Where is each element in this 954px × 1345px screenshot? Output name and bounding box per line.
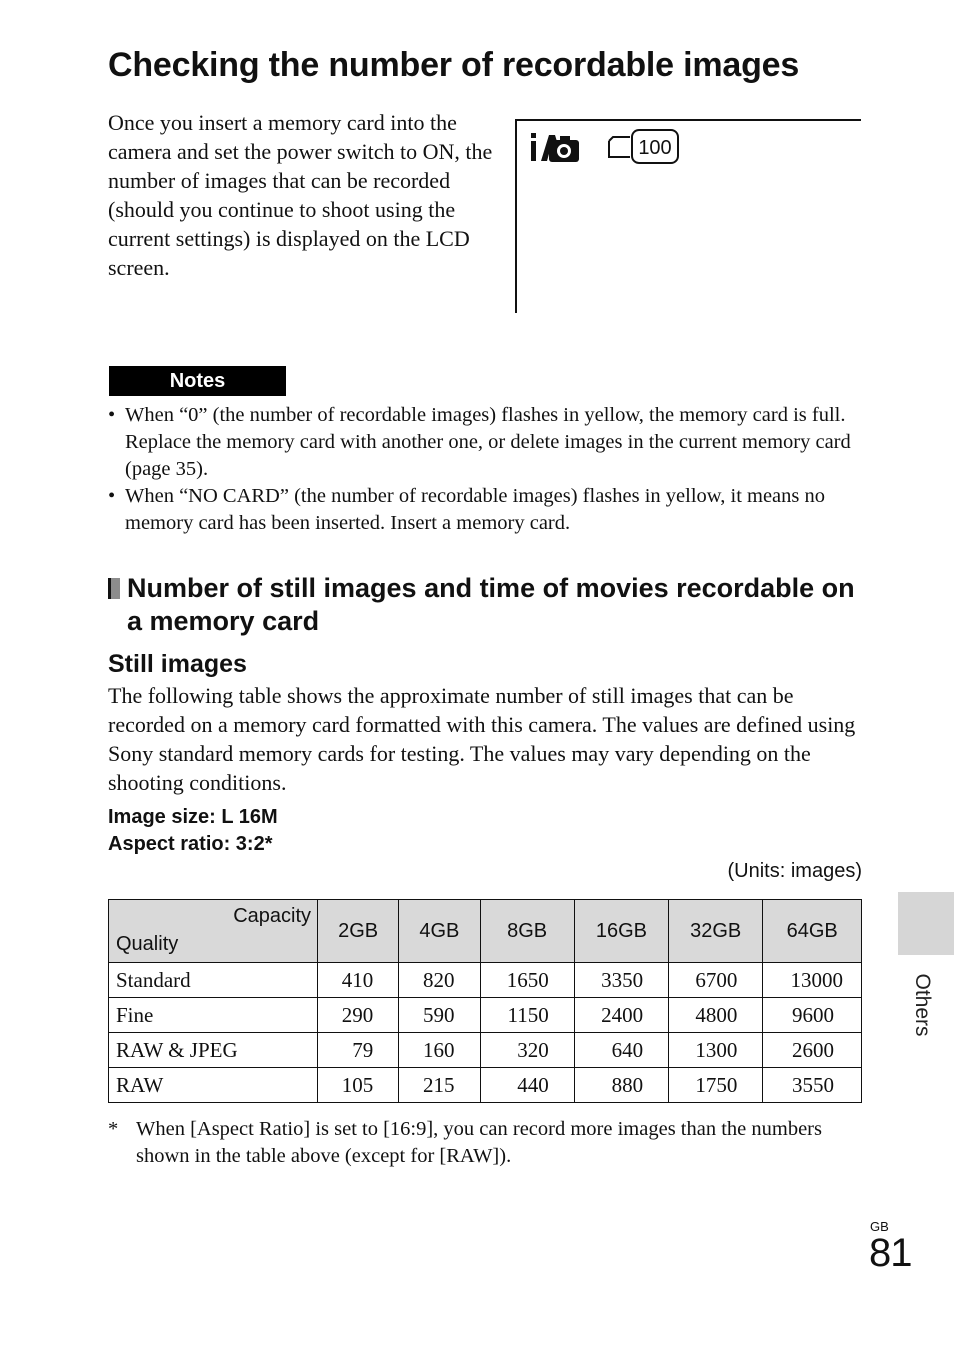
value-cell: 4800 xyxy=(669,998,763,1033)
value-cell: 1650 xyxy=(480,963,574,998)
table-header-row xyxy=(109,900,862,963)
image-size-label: Image size: L 16M xyxy=(108,806,278,828)
capacity-header: Capacity xyxy=(233,905,311,927)
table-row xyxy=(109,1068,862,1103)
value-cell: 320 xyxy=(480,1033,574,1068)
quality-cell: RAW xyxy=(109,1068,318,1103)
notes-list xyxy=(108,402,868,537)
value-cell: 13000 xyxy=(763,963,862,998)
note-item: • When “0” (the number of recordable images) flashes in yellow, the memory card is full. Replace the memory card with another one, or delete images in the current memory card (page 35). xyxy=(108,402,868,483)
value-cell: 6700 xyxy=(669,963,763,998)
footnote-text: When [Aspect Ratio] is set to [16:9], you can record more images than the numbers shown in the table above (except for [RAW]). xyxy=(136,1118,822,1167)
column-header: 4GB xyxy=(399,900,480,963)
value-cell: 410 xyxy=(318,963,399,998)
region-code: GB xyxy=(870,1219,889,1234)
value-cell: 1750 xyxy=(669,1068,763,1103)
value-cell: 880 xyxy=(574,1068,668,1103)
value-cell: 590 xyxy=(399,998,480,1033)
value-cell: 79 xyxy=(318,1033,399,1068)
value-cell: 290 xyxy=(318,998,399,1033)
quality-cell: RAW & JPEG xyxy=(109,1033,318,1068)
footnote xyxy=(108,1116,868,1170)
recordable-count: 100 xyxy=(638,137,672,159)
value-cell: 1150 xyxy=(480,998,574,1033)
page-title: Checking the number of recordable images xyxy=(108,46,800,84)
quality-cell: Fine xyxy=(109,998,318,1033)
units-label: (Units: images) xyxy=(727,860,862,882)
table-row xyxy=(109,998,862,1033)
value-cell: 2400 xyxy=(574,998,668,1033)
note-item: • When “NO CARD” (the number of recordable images) flashes in yellow, it means no memory card has been inserted. Insert a memory card. xyxy=(108,483,868,537)
lcd-screen-illustration xyxy=(515,119,861,313)
value-cell: 1300 xyxy=(669,1033,763,1068)
section-heading: Number of still images and time of movies recordable on a memory card xyxy=(127,573,855,636)
recordable-images-table xyxy=(108,899,862,1103)
value-cell: 640 xyxy=(574,1033,668,1068)
column-header: 32GB xyxy=(669,900,763,963)
column-header: 8GB xyxy=(480,900,574,963)
intelligent-auto-camera-icon xyxy=(529,131,581,170)
value-cell: 105 xyxy=(318,1068,399,1103)
subsection-heading: Still images xyxy=(108,650,247,678)
table-row xyxy=(109,963,862,998)
recordable-count-indicator xyxy=(603,127,683,172)
column-header: 16GB xyxy=(574,900,668,963)
description-paragraph: The following table shows the approximate number of still images that can be recorded on a memory card formatted with this camera. The values are defined using Sony standard memory cards for testing. The values may vary depending on the shooting conditions. xyxy=(108,683,856,795)
value-cell: 9600 xyxy=(763,998,862,1033)
quality-cell: Standard xyxy=(109,963,318,998)
notes-label: Notes xyxy=(109,366,286,396)
value-cell: 3350 xyxy=(574,963,668,998)
value-cell: 3550 xyxy=(763,1068,862,1103)
value-cell: 440 xyxy=(480,1068,574,1103)
value-cell: 160 xyxy=(399,1033,480,1068)
quality-header: Quality xyxy=(116,933,179,955)
intro-paragraph: Once you insert a memory card into the camera and set the power switch to ON, the number of images that can be recorded (should you continue to shoot using the current settings) is displayed on the LCD screen. xyxy=(108,110,493,280)
value-cell: 2600 xyxy=(763,1033,862,1068)
aspect-ratio-label: Aspect ratio: 3:2* xyxy=(108,833,273,855)
column-header: 2GB xyxy=(318,900,399,963)
value-cell: 215 xyxy=(399,1068,480,1103)
footnote-mark: * xyxy=(108,1118,119,1140)
table-row xyxy=(109,1033,862,1068)
section-tab-marker xyxy=(898,892,954,955)
table-corner-cell xyxy=(109,900,318,963)
section-tab-label: Others xyxy=(911,973,934,1037)
value-cell: 820 xyxy=(399,963,480,998)
page-number: 81 xyxy=(869,1231,912,1275)
column-header: 64GB xyxy=(763,900,862,963)
section-marker-icon xyxy=(108,578,120,599)
